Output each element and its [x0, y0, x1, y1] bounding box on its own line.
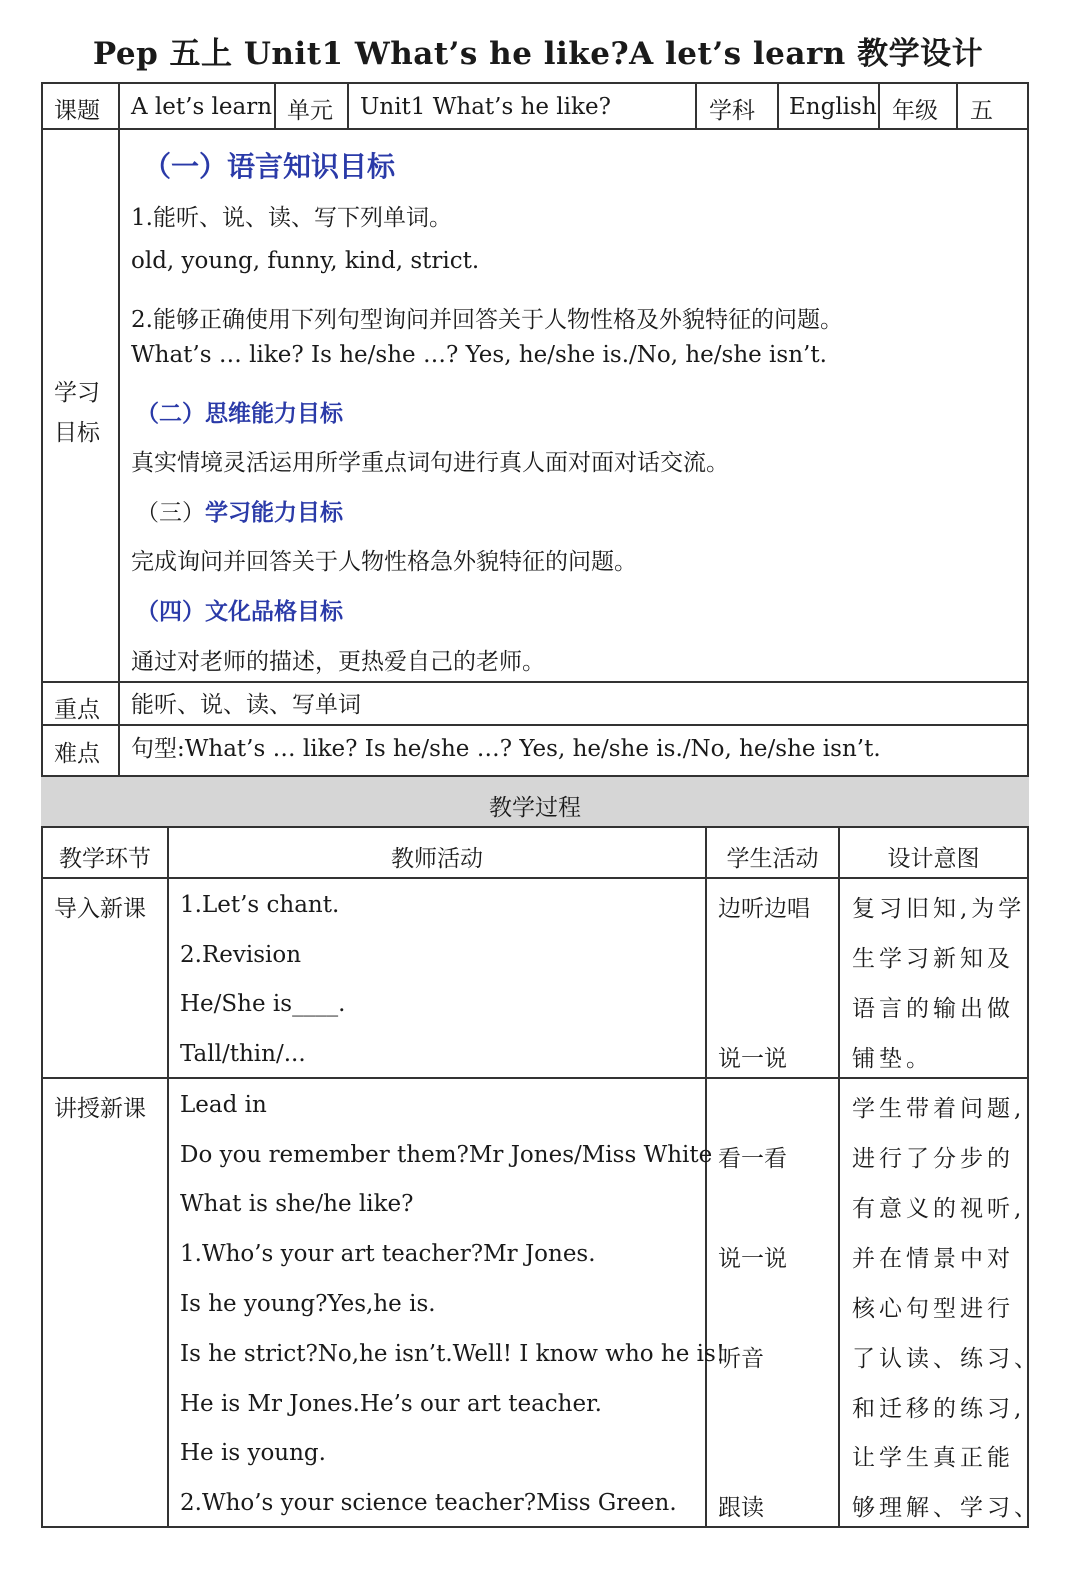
row2-stage: 讲授新课	[54, 1096, 146, 1122]
objective-1-line1: 1.能听、说、读、写下列单词。	[131, 205, 452, 231]
row2-intent-line: 核心句型进行	[852, 1296, 1014, 1322]
row1-intent-line: 生学习新知及	[852, 946, 1014, 972]
row2-teacher-line: 2.Who’s your science teacher?Miss Green.	[180, 1490, 677, 1516]
objective-4-line1: 通过对老师的描述，更热爱自己的老师。	[131, 649, 545, 675]
objective-heading-3: （三）学习能力目标	[136, 499, 343, 526]
row2-teacher-line: Lead in	[180, 1092, 267, 1118]
grade-label: 年级	[892, 98, 938, 124]
row1-teacher-line: 1.Let’s chant.	[180, 892, 340, 918]
objective-heading-2: （二）思维能力目标	[136, 400, 343, 427]
objective-2-line1: 真实情境灵活运用所学重点词句进行真人面对面对话交流。	[131, 450, 729, 476]
row1-student-line: 边听边唱	[718, 896, 810, 922]
row1-teacher-line: He/She is____.	[180, 991, 346, 1017]
objective-1-line3: 2.能够正确使用下列句型询问并回答关于人物性格及外貌特征的问题。	[131, 307, 843, 333]
row2-intent-line: 让学生真正能	[852, 1445, 1014, 1471]
topic-label: 课题	[54, 98, 100, 124]
row2-student-line: 看一看	[718, 1146, 787, 1172]
row1-teacher-line: Tall/thin/...	[180, 1041, 306, 1067]
row2-student-line: 跟读	[718, 1495, 764, 1521]
objective-3-line1: 完成询问并回答关于人物性格急外貌特征的问题。	[131, 549, 637, 575]
row2-intent-line: 进行了分步的	[852, 1146, 1014, 1172]
objective-1-line2: old, young, funny, kind, strict.	[131, 248, 480, 274]
grade-value: 五	[970, 98, 993, 124]
key-points-value: 能听、说、读、写单词	[131, 692, 361, 718]
objective-1-line4: What’s … like? Is he/she …? Yes, he/she is./No, he/she isn’t.	[131, 342, 827, 368]
row2-intent-line: 学生带着问题,	[852, 1096, 1026, 1122]
row2-teacher-line: What is she/he like?	[180, 1191, 414, 1217]
objectives-label-line1: 学习	[54, 380, 100, 406]
row1-teacher-line: 2.Revision	[180, 942, 302, 968]
difficult-points-value: 句型:What’s … like? Is he/she …? Yes, he/she is./No, he/she isn’t.	[131, 736, 881, 762]
col-header-intent: 设计意图	[887, 846, 980, 872]
row2-intent-line: 并在情景中对	[852, 1246, 1014, 1272]
row2-student-line: 说一说	[718, 1246, 787, 1272]
objective-heading-4: （四）文化品格目标	[136, 598, 343, 625]
subject-label: 学科	[709, 98, 755, 124]
row2-intent-line: 有意义的视听,	[852, 1196, 1026, 1222]
unit-value: Unit1 What’s he like?	[360, 94, 611, 120]
row2-intent-line: 了认读、练习、	[852, 1346, 1041, 1372]
key-points-label: 重点	[54, 697, 100, 723]
row2-teacher-line: He is young.	[180, 1440, 326, 1466]
row1-intent-line: 铺垫。	[852, 1046, 933, 1072]
objective-heading-1: （一）语言知识目标	[143, 150, 396, 183]
row1-intent-line: 复习旧知,为学	[852, 896, 1026, 922]
row2-teacher-line: He is Mr Jones.He’s our art teacher.	[180, 1391, 602, 1417]
col-header-teacher: 教师活动	[391, 846, 483, 872]
unit-label: 单元	[287, 98, 333, 124]
row2-teacher-line: 1.Who’s your art teacher?Mr Jones.	[180, 1241, 596, 1267]
objectives-label-line2: 目标	[54, 420, 100, 446]
row2-student-line: 听音	[718, 1346, 764, 1372]
row1-student-line: 说一说	[718, 1046, 787, 1072]
row2-teacher-line: Do you remember them?Mr Jones/Miss White	[180, 1142, 713, 1168]
col-header-stage: 教学环节	[59, 846, 151, 872]
row1-stage: 导入新课	[54, 896, 146, 922]
difficult-points-label: 难点	[54, 741, 100, 767]
col-header-student: 学生活动	[726, 846, 819, 872]
row2-intent-line: 和迁移的练习,	[852, 1396, 1026, 1422]
document-title: Pep 五上 Unit1 What’s he like?A let’s learn 教学设计	[92, 36, 984, 72]
row2-teacher-line: Is he young?Yes,he is.	[180, 1291, 436, 1317]
subject-value: English	[789, 94, 877, 120]
topic-value: A let’s learn	[131, 94, 273, 120]
row2-intent-line: 够理解、学习、	[852, 1495, 1041, 1521]
process-band-title: 教学过程	[489, 795, 581, 821]
row1-intent-line: 语言的输出做	[852, 996, 1014, 1022]
row2-teacher-line: Is he strict?No,he isn’t.Well! I know who he is!	[180, 1341, 726, 1367]
